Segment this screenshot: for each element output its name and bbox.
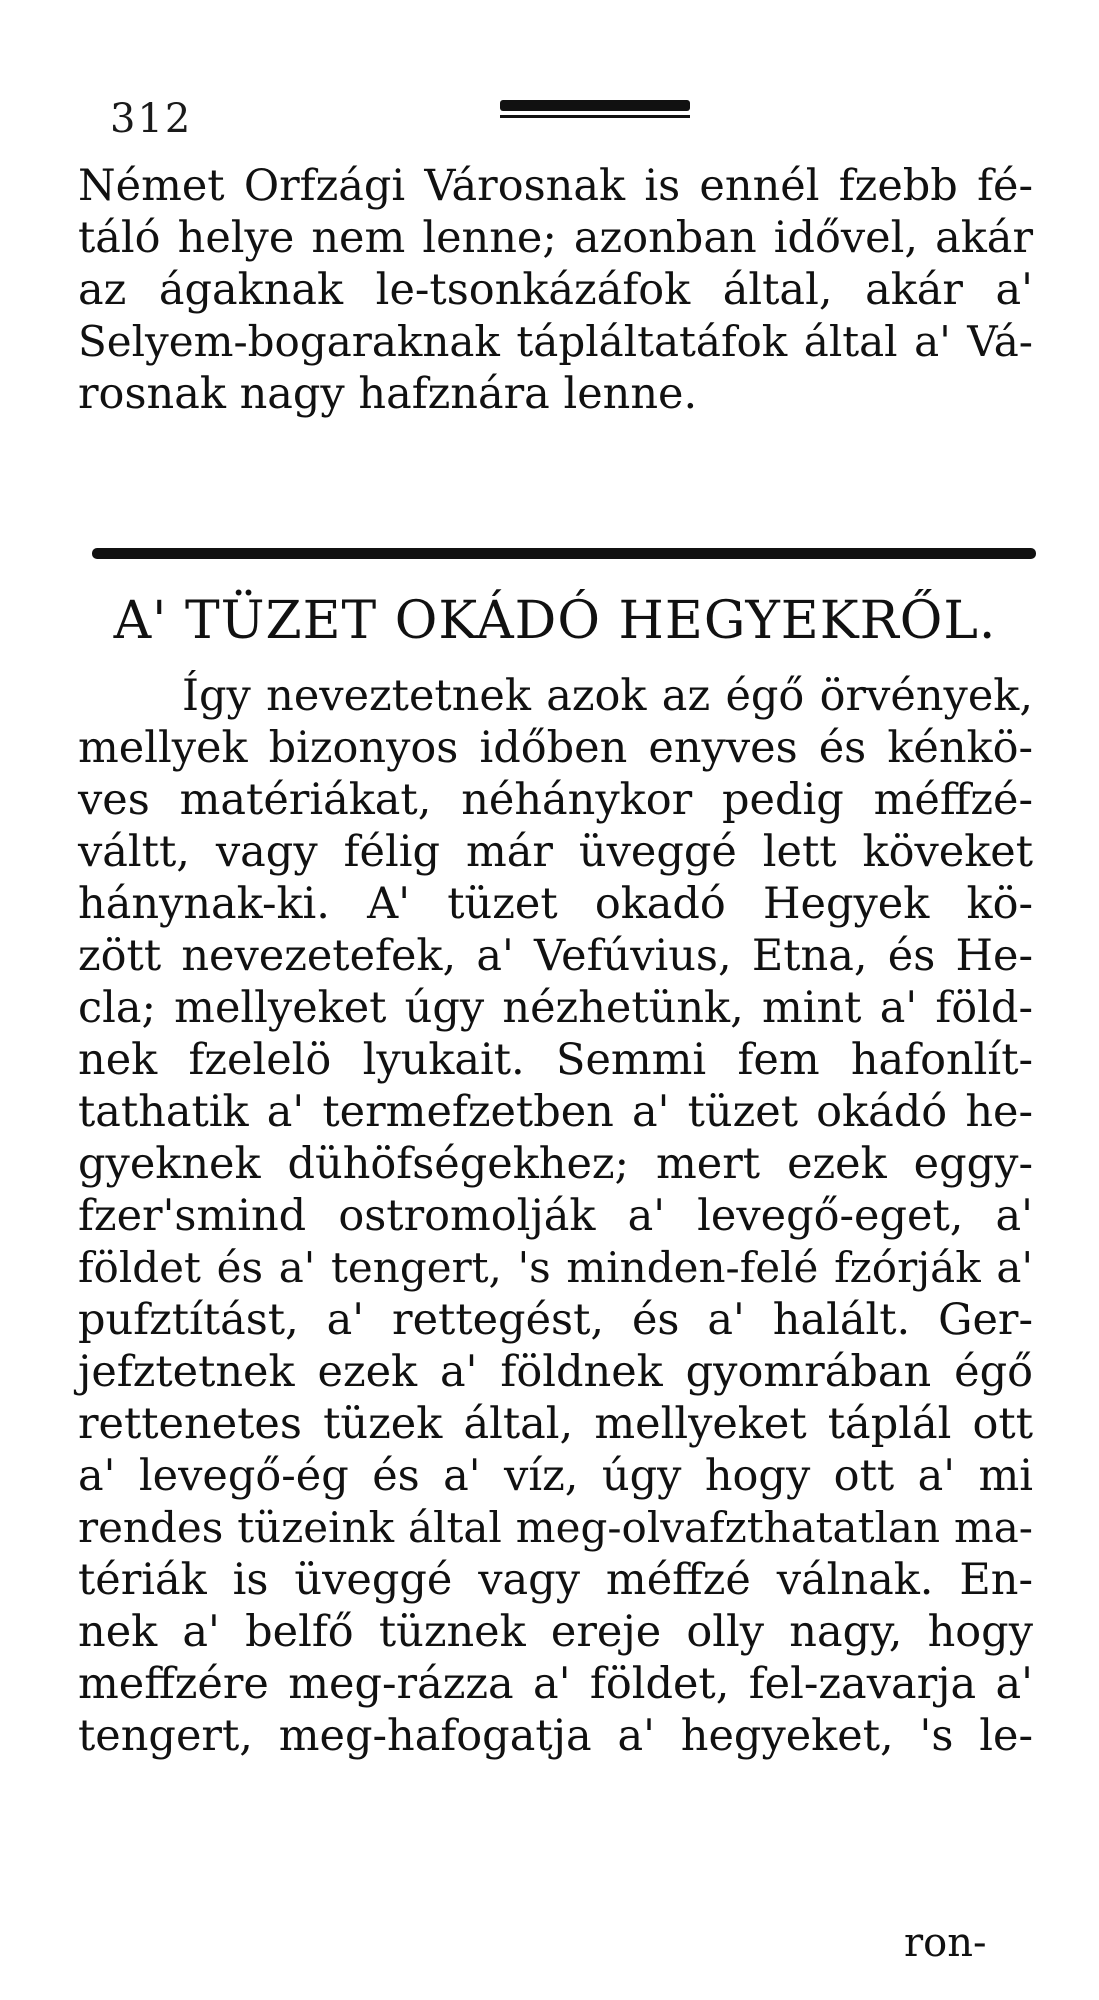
- body-line: gyeknek dühöfségekhez; mert ezek eggy-: [78, 1139, 1033, 1189]
- header-ornament-rule: [500, 100, 690, 111]
- intro-line: az ágaknak le-tsonkázáfok által, akár a': [78, 265, 1033, 315]
- body-line: a' levegő-ég és a' víz, úgy hogy ott a' mi: [78, 1451, 1033, 1501]
- body-line: meffzére meg-rázza a' földet, fel-zavarja a': [78, 1659, 1033, 1709]
- catchword: ron-: [904, 1920, 987, 1966]
- body-line: zött nevezetefek, a' Vefúvius, Etna, és He-: [78, 931, 1033, 981]
- body-line: tathatik a' termefzetben a' tüzet okádó he-: [78, 1087, 1033, 1137]
- body-line: hánynak-ki. A' tüzet okadó Hegyek kö-: [78, 879, 1033, 929]
- intro-line: Selyem-bogaraknak tápláltatáfok által a' Vá-: [78, 317, 1033, 366]
- section-divider-rule: [92, 548, 1036, 559]
- body-line: tengert, meg-hafogatja a' hegyeket, 's le-: [78, 1711, 1033, 1761]
- intro-line: táló helye nem lenne; azonban idővel, akár: [78, 213, 1033, 263]
- body-line: rettenetes tüzek által, mellyeket táplál ott: [78, 1399, 1033, 1449]
- body-line: ves matériákat, néhánykor pedig méffzé-: [78, 775, 1033, 825]
- body-line: nek fzelelö lyukait. Semmi fem hafonlít-: [78, 1035, 1033, 1085]
- section-heading: A' TÜZET OKÁDÓ HEGYEKRŐL.: [113, 591, 997, 651]
- page-number: 312: [110, 96, 193, 142]
- body-line: váltt, vagy félig már üveggé lett köveket: [78, 827, 1033, 877]
- body-line: Így neveztetnek azok az égő örvények,: [182, 671, 1033, 721]
- intro-line: Német Orfzági Városnak is ennél fzebb fé-: [78, 161, 1033, 211]
- body-line: pufztítást, a' rettegést, és a' halált. Ger-: [78, 1295, 1033, 1345]
- body-line: cla; mellyeket úgy nézhetünk, mint a' föld-: [78, 983, 1033, 1033]
- body-line: földet és a' tengert, 's minden-felé fzórják a': [78, 1243, 1033, 1292]
- body-line: mellyek bizonyos időben enyves és kénkö-: [78, 723, 1033, 773]
- body-line: fzer'smind ostromolják a' levegő-eget, a': [78, 1191, 1033, 1241]
- intro-line: rosnak nagy hafznára lenne.: [78, 369, 698, 419]
- body-line: nek a' belfő tüznek ereje olly nagy, hogy: [78, 1607, 1033, 1657]
- body-line: jefztetnek ezek a' földnek gyomrában égő: [78, 1347, 1033, 1397]
- body-line: rendes tüzeink által meg-olvafzthatatlan ma-: [78, 1503, 1033, 1552]
- body-line: tériák is üveggé vagy méffzé válnak. En-: [78, 1555, 1033, 1605]
